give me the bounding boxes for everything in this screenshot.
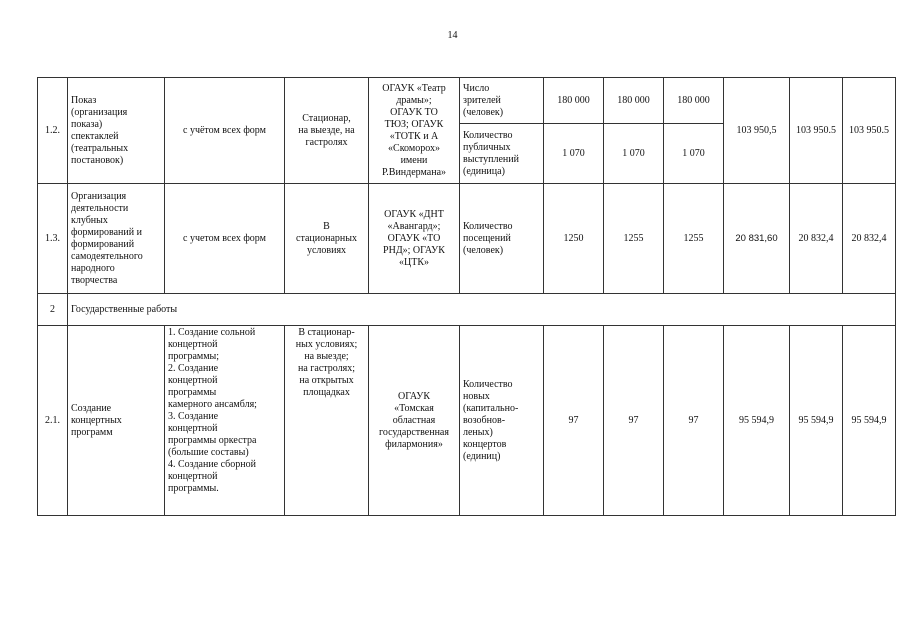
indicator-name: Количество посещений (человек) <box>460 184 544 294</box>
funding-year2: 20 832,4 <box>790 184 843 294</box>
indicator-value-year3: 180 000 <box>664 78 724 124</box>
service-organizations: ОГАУК «Томская областная государственная филармония» <box>369 326 460 516</box>
funding-year3: 95 594,9 <box>843 326 896 516</box>
page-number: 14 <box>447 30 458 41</box>
service-form: с учетом всех форм <box>165 184 285 294</box>
service-content: 1. Создание сольной концертной программы; 2. Создание концертной программы камерного ансамбля; 3. Создание концертной программы оркестра (большие составы) 4. Создание сборной концертной программы. <box>165 326 285 516</box>
indicator-value-year3: 97 <box>664 326 724 516</box>
row-number: 2.1. <box>38 326 68 516</box>
row-number: 1.2. <box>38 78 68 184</box>
service-name: Создание концертных программ <box>68 326 165 516</box>
funding-year1: 20 831,60 <box>724 184 790 294</box>
table-row <box>38 326 896 516</box>
indicator-value-year1: 180 000 <box>544 78 604 124</box>
service-conditions: Стационар, на выезде, на гастролях <box>285 78 369 184</box>
service-name: Организация деятельности клубных формирований и формирований самодеятельного народного творчества <box>68 184 165 294</box>
funding-year3: 20 832,4 <box>843 184 896 294</box>
table-row <box>38 184 896 294</box>
funding-year3: 103 950.5 <box>843 78 896 184</box>
indicator-value-year2: 1255 <box>604 184 664 294</box>
indicator-value-year3: 1 070 <box>664 124 724 184</box>
funding-year1: 95 594,9 <box>724 326 790 516</box>
table-row <box>38 78 896 124</box>
indicator-name: Число зрителей (человек) <box>460 78 544 124</box>
service-form: с учётом всех форм <box>165 78 285 184</box>
indicator-value-year1: 1250 <box>544 184 604 294</box>
indicator-value-year2: 1 070 <box>604 124 664 184</box>
section-number: 2 <box>38 294 68 326</box>
indicator-value-year1: 1 070 <box>544 124 604 184</box>
service-name: Показ (организация показа) спектаклей (театральных постановок) <box>68 78 165 184</box>
service-organizations: ОГАУК «Театр драмы»; ОГАУК ТО ТЮЗ; ОГАУК «ТОТК и А «Скоморох» имени Р.Виндермана» <box>369 78 460 184</box>
service-conditions: В стационар- ных условиях; на выезде; на гастролях; на открытых площадках <box>285 326 369 516</box>
row-number: 1.3. <box>38 184 68 294</box>
funding-year1: 103 950,5 <box>724 78 790 184</box>
indicator-value-year3: 1255 <box>664 184 724 294</box>
indicator-value-year2: 180 000 <box>604 78 664 124</box>
services-table <box>37 77 896 516</box>
indicator-value-year1: 97 <box>544 326 604 516</box>
indicator-name: Количество публичных выступлений (единица) <box>460 124 544 184</box>
service-organizations: ОГАУК «ДНТ «Авангард»; ОГАУК «ТО РНД»; ОГАУК «ЦТК» <box>369 184 460 294</box>
section-row <box>38 294 896 326</box>
indicator-value-year2: 97 <box>604 326 664 516</box>
indicator-name: Количество новых (капитально- возобнов- леных) концертов (единиц) <box>460 326 544 516</box>
section-title: Государственные работы <box>68 294 896 326</box>
funding-year2: 103 950.5 <box>790 78 843 184</box>
service-conditions: В стационарных условиях <box>285 184 369 294</box>
funding-year2: 95 594,9 <box>790 326 843 516</box>
